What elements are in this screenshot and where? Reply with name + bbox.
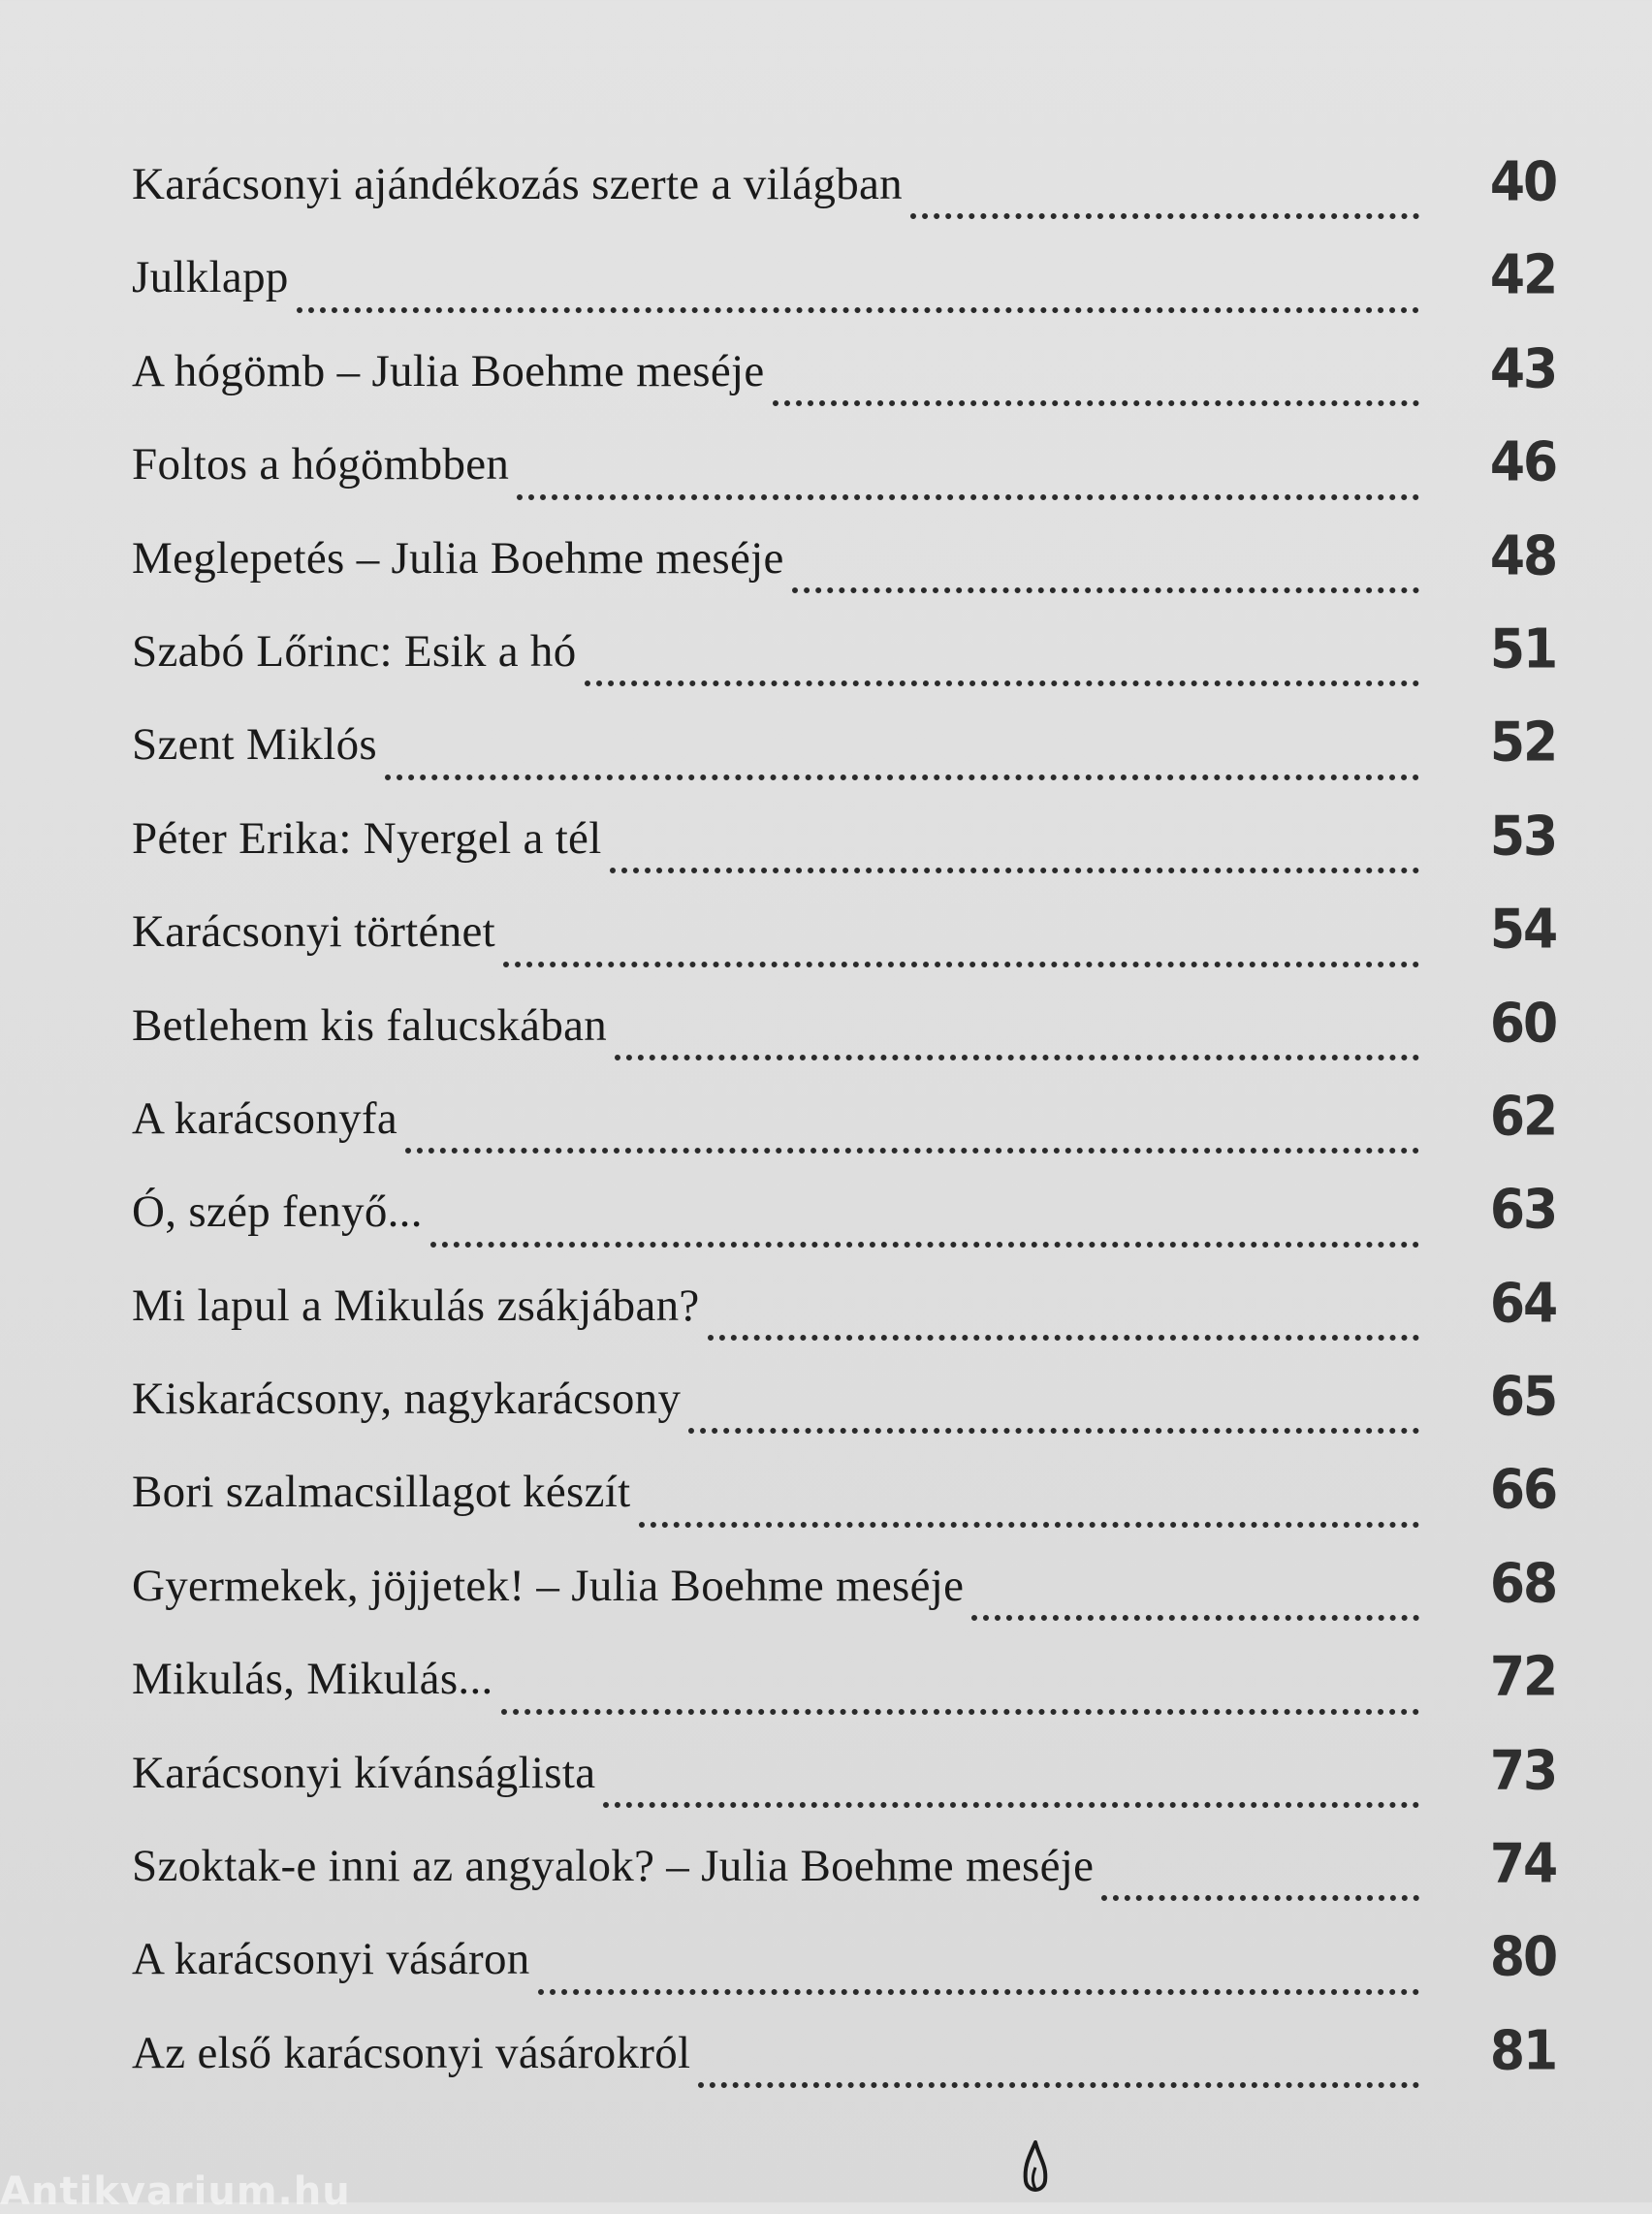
toc-entry-title: A hógömb – Julia Boehme meséje	[132, 345, 765, 396]
toc-dot-leader	[708, 1275, 1419, 1368]
toc-entry-page-number: 81	[1489, 2019, 1557, 2083]
toc-entry-page-number: 51	[1489, 617, 1557, 681]
toc-entry-title: Péter Erika: Nyergel a tél	[132, 812, 602, 864]
toc-entry-page-number: 72	[1489, 1645, 1557, 1709]
toc-entry-title: A karácsonyfa	[132, 1092, 398, 1144]
toc-entry	[132, 1832, 1567, 1928]
toc-entry-page-number: 68	[1489, 1552, 1557, 1616]
toc-entry-page-number: 62	[1489, 1085, 1557, 1149]
toc-entry-page-number: 43	[1489, 337, 1557, 401]
toc-dot-leader	[1101, 1835, 1419, 1928]
toc-entry-page-number: 80	[1489, 1926, 1557, 1989]
toc-entry-title: Mikulás, Mikulás...	[132, 1654, 493, 1705]
toc-entry-title: Karácsonyi történet	[132, 906, 496, 958]
toc-entry-title: Karácsonyi kívánságlista	[132, 1747, 596, 1798]
toc-entry	[132, 1928, 1567, 2021]
toc-entry-title: Bori szalmacsillagot készít	[132, 1467, 631, 1518]
toc-dot-leader	[610, 807, 1419, 901]
toc-dot-leader	[688, 1368, 1419, 1461]
toc-entry-title: Ó, szép fenyő...	[132, 1186, 423, 1238]
toc-entry-title: Az első karácsonyi vásárokról	[132, 2027, 691, 2078]
toc-dot-leader	[385, 713, 1419, 807]
toc-entry	[132, 617, 1567, 713]
toc-entry	[132, 1085, 1567, 1181]
toc-entry-page-number: 53	[1489, 805, 1557, 869]
toc-entry	[132, 1461, 1567, 1554]
toc-entry	[132, 524, 1567, 620]
toc-entry-page-number: 65	[1489, 1365, 1557, 1429]
toc-entry-page-number: 60	[1489, 992, 1557, 1055]
watermark: Antikvarium.hu	[0, 2169, 351, 2214]
toc-entry-page-number: 54	[1489, 898, 1557, 962]
toc-dot-leader	[503, 901, 1419, 994]
flame-outline-icon	[1016, 2138, 1055, 2202]
toc-entry-page-number: 66	[1489, 1459, 1557, 1522]
toc-entry	[132, 150, 1567, 246]
toc-entry-page-number: 63	[1489, 1178, 1557, 1242]
toc-dot-leader	[615, 995, 1419, 1088]
toc-entry	[132, 1178, 1567, 1274]
toc-dot-leader	[639, 1461, 1419, 1554]
toc-dot-leader	[538, 1928, 1419, 2021]
toc-dot-leader	[971, 1555, 1419, 1648]
toc-entry-title: Szent Miklós	[132, 719, 377, 771]
toc-entry-title: Gyermekek, jöjjetek! – Julia Boehme meséje	[132, 1560, 965, 1611]
toc-dot-leader	[430, 1181, 1419, 1274]
toc-entry-page-number: 40	[1489, 150, 1557, 214]
toc-entry-title: A karácsonyi vásáron	[132, 1934, 530, 1985]
toc-entry-title: Kiskarácsony, nagykarácsony	[132, 1374, 682, 1425]
toc-dot-leader	[405, 1088, 1419, 1181]
toc-entry-title: Julklapp	[132, 252, 289, 303]
toc-entry	[132, 807, 1567, 901]
table-of-contents	[132, 150, 1567, 2115]
toc-entry	[132, 713, 1567, 807]
toc-dot-leader	[910, 153, 1419, 246]
toc-entry-title: Szabó Lőrinc: Esik a hó	[132, 625, 577, 677]
toc-entry-page-number: 46	[1489, 430, 1557, 494]
toc-dot-leader	[603, 1742, 1419, 1835]
toc-entry	[132, 1272, 1567, 1368]
toc-dot-leader	[792, 527, 1419, 620]
toc-entry	[132, 243, 1567, 339]
toc-entry-page-number: 52	[1489, 711, 1557, 775]
toc-entry	[132, 337, 1567, 433]
toc-entry	[132, 898, 1567, 994]
toc-entry-title: Foltos a hógömbben	[132, 439, 510, 490]
toc-entry	[132, 992, 1567, 1088]
toc-dot-leader	[773, 340, 1419, 433]
toc-entry-title: Karácsonyi ajándékozás szerte a világban	[132, 159, 903, 209]
toc-entry	[132, 1739, 1567, 1835]
toc-entry-title: Betlehem kis falucskában	[132, 999, 608, 1051]
toc-entry-title: Meglepetés – Julia Boehme meséje	[132, 532, 784, 584]
toc-entry-title: Szoktak-e inni az angyalok? – Julia Boehme meséje	[132, 1841, 1095, 1892]
toc-dot-leader	[297, 246, 1419, 339]
toc-entry-page-number: 74	[1489, 1832, 1557, 1896]
toc-dot-leader	[698, 2022, 1419, 2115]
toc-entry	[132, 2019, 1567, 2115]
toc-dot-leader	[585, 620, 1419, 713]
toc-entry-page-number: 42	[1489, 243, 1557, 307]
toc-entry-page-number: 64	[1489, 1272, 1557, 1336]
toc-dot-leader	[501, 1648, 1419, 1741]
toc-entry-page-number: 48	[1489, 524, 1557, 587]
toc-entry	[132, 1552, 1567, 1648]
toc-entry	[132, 1365, 1567, 1461]
toc-entry-page-number: 73	[1489, 1739, 1557, 1803]
toc-dot-leader	[517, 433, 1419, 526]
toc-entry-title: Mi lapul a Mikulás zsákjában?	[132, 1280, 700, 1331]
toc-entry	[132, 1645, 1567, 1741]
toc-entry	[132, 430, 1567, 526]
